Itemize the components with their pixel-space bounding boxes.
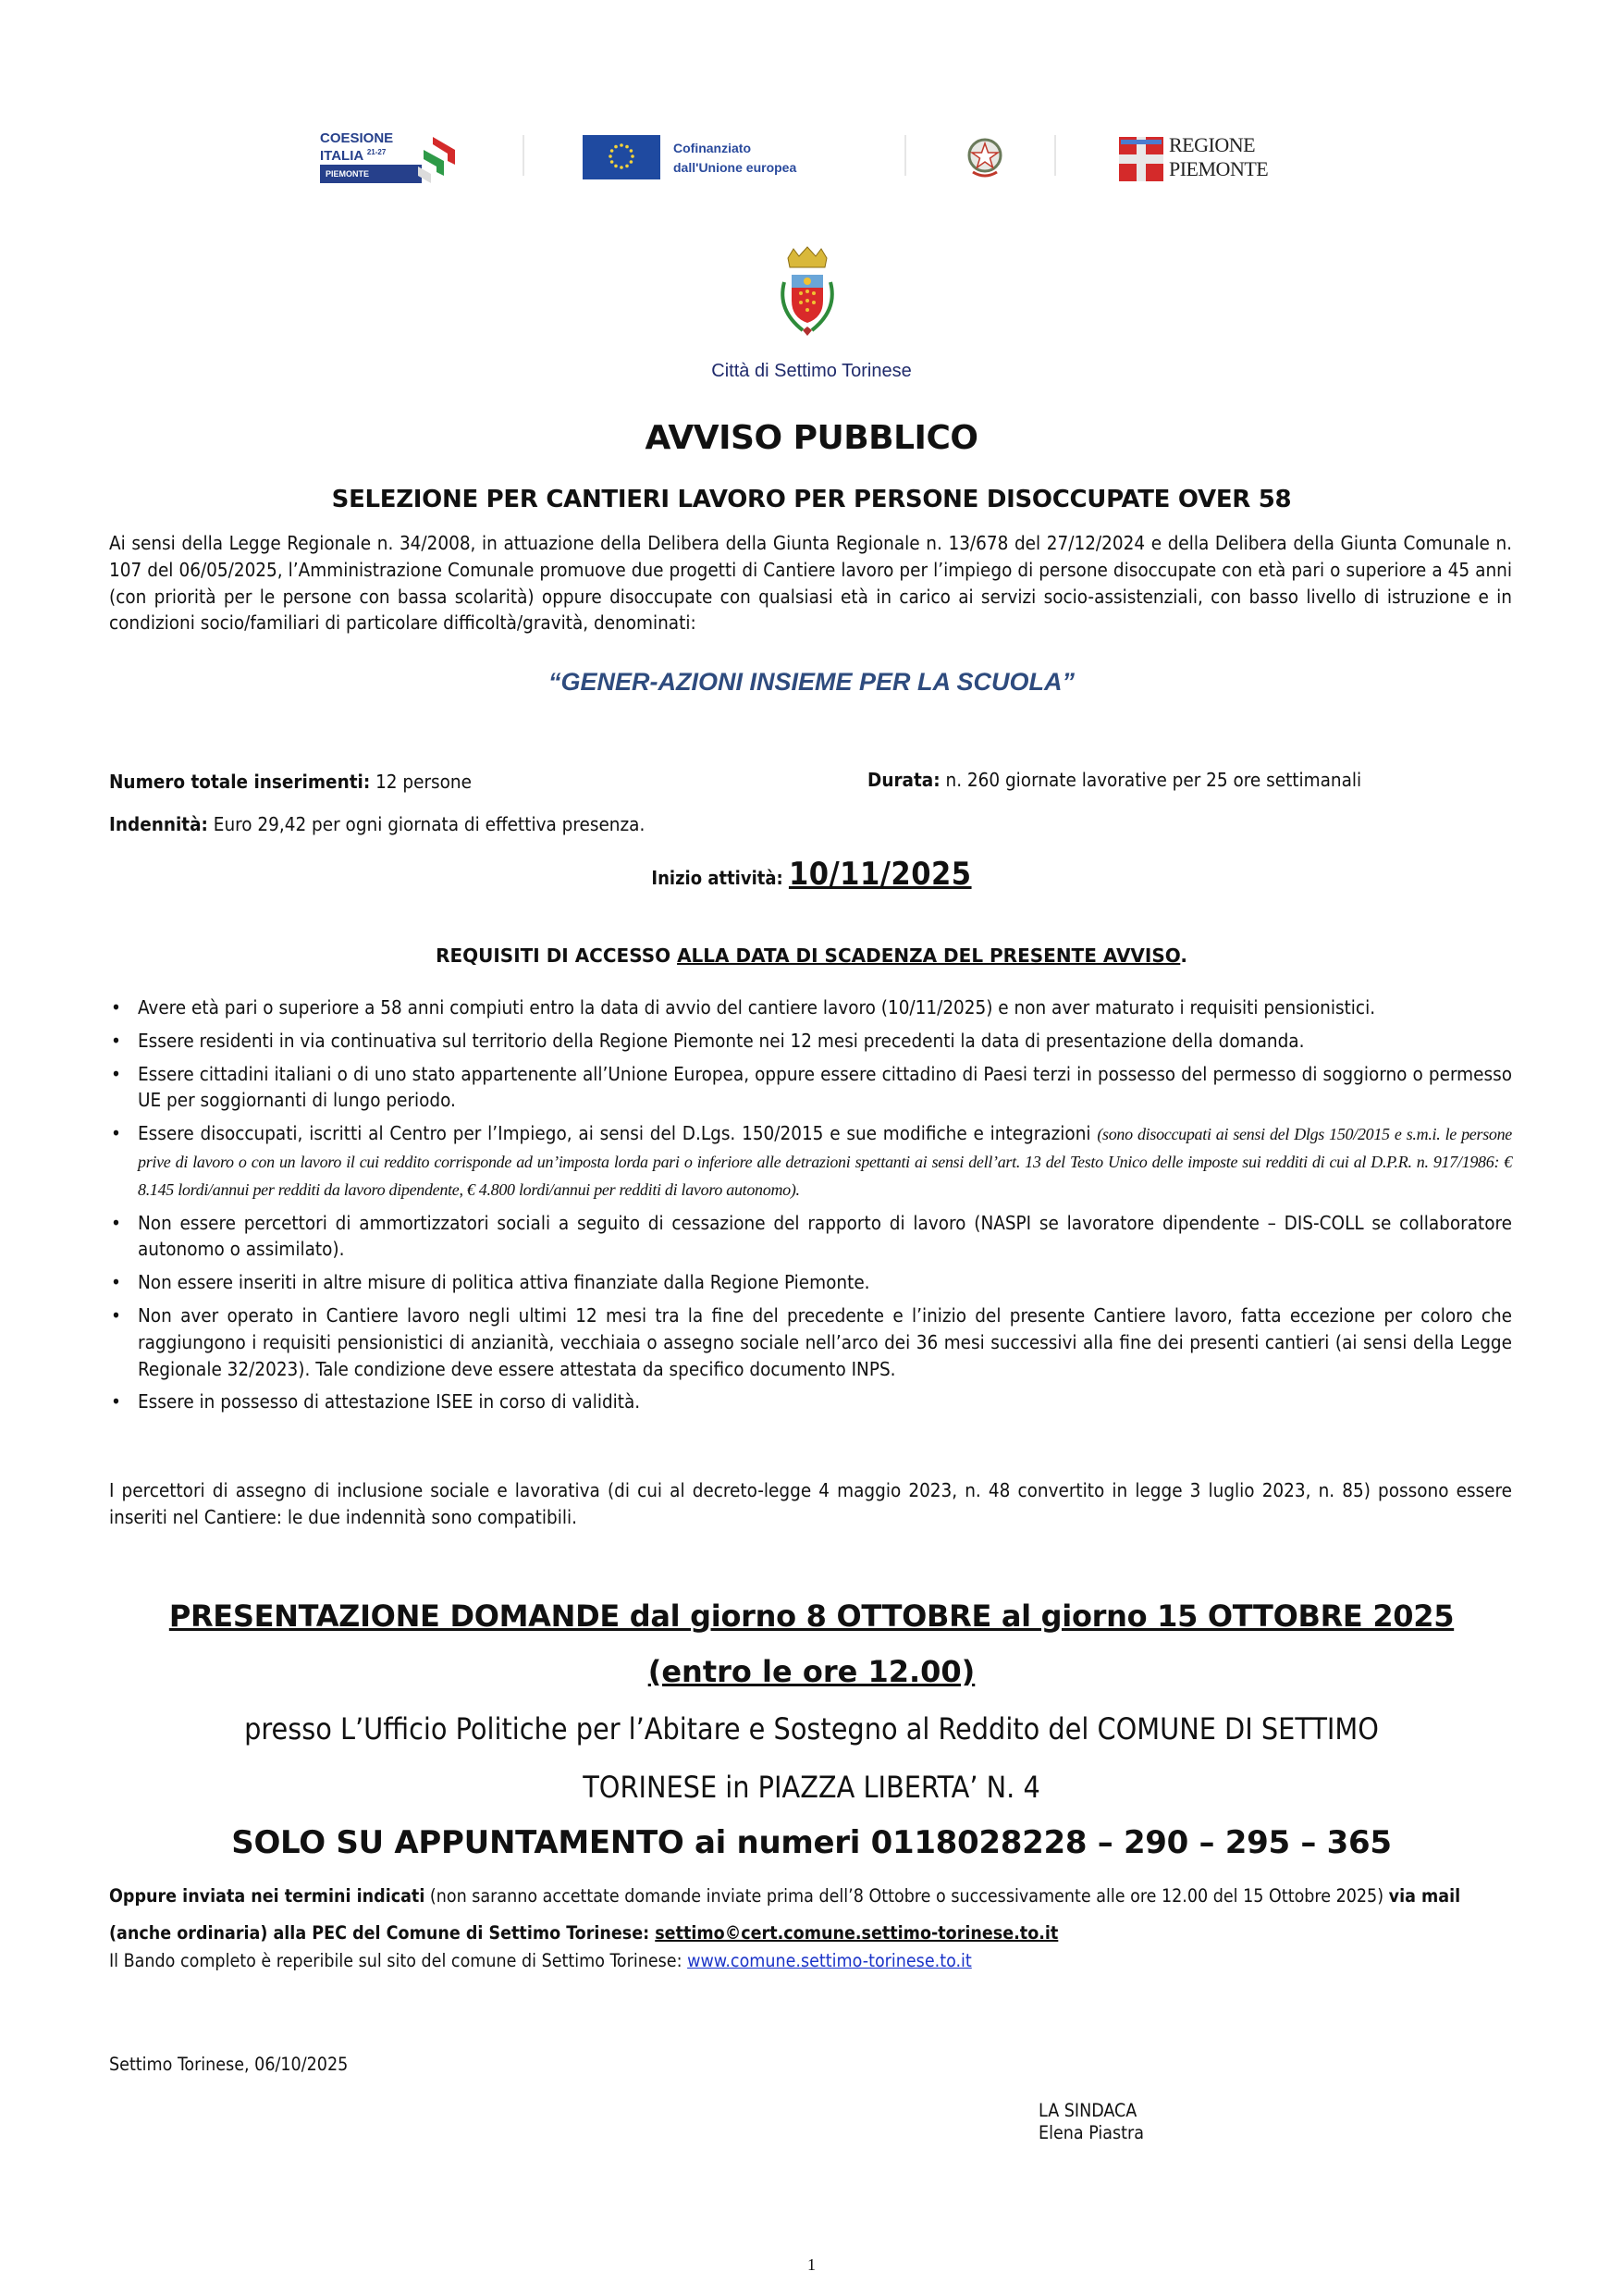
requirement-text: Essere disoccupati, iscritti al Centro per l’Impiego, ai sensi del D.Lgs. 150/2015 e sue modifiche e integrazioni [138, 1122, 1098, 1145]
requirements-heading [0, 944, 1623, 967]
eu-line1: Cofinanziato [673, 141, 751, 155]
logo-divider [523, 135, 524, 176]
logos-bar [314, 118, 1313, 192]
invio-bold-start: Oppure inviata nei termini indicati [109, 1885, 425, 1907]
requirement-text: Essere residenti in via continuativa sul territorio della Regione Piemonte nei 12 mesi precedenti la data di presentazione della domanda. [138, 1029, 1305, 1052]
regione-line2: PIEMONTE [1169, 157, 1269, 180]
bando-text: Il Bando completo è reperibile sul sito del comune di Settimo Torinese: [109, 1950, 688, 1971]
website-link[interactable]: www.comune.settimo-torinese.to.it [687, 1950, 972, 1971]
percettori-paragraph: I percettori di assegno di inclusione sociale e lavorativa (di cui al decreto-legge 4 maggio 2023, n. 48 convertito in legge 3 luglio 2023, n. 85) possono essere inseriti nel Cantiere: le due indennità sono compatibili. [109, 1479, 1512, 1528]
regione-line1: REGIONE [1169, 133, 1256, 156]
bando-line [109, 1950, 972, 1971]
requirement-item [109, 1120, 1512, 1203]
requirements-list [109, 994, 1512, 1422]
coesione-line1: COESIONE [320, 130, 394, 146]
signer-role: LA SINDACA [1039, 2100, 1137, 2121]
requirements-heading-underlined: ALLA DATA DI SCADENZA DEL PRESENTE AVVISO [677, 944, 1181, 967]
presentazione-heading: PRESENTAZIONE DOMANDE dal giorno 8 OTTOBRE al giorno 15 OTTOBRE 2025 [168, 1599, 1455, 1634]
invio-bold-mid: via mail (anche ordinaria) alla PEC del Comune di Settimo Torinese: [109, 1885, 1461, 1944]
inizio-attivita [0, 856, 1623, 893]
city-crest-icon [766, 245, 849, 347]
logo-divider [1054, 135, 1056, 176]
eu-line2: dall'Unione europea [673, 160, 797, 175]
requirement-text: Essere cittadini italiani o di uno stato appartenente all’Unione Europea, oppure essere cittadino di Paesi terzi in possesso del permesso di soggiorno o permesso UE per soggiornanti di lungo periodo. [138, 1062, 1512, 1112]
coesione-italia-logo [314, 128, 472, 187]
page-subtitle: SELEZIONE PER CANTIERI LAVORO PER PERSONE DISOCCUPATE OVER 58 [331, 486, 1292, 513]
inizio-label: Inizio attività: [651, 867, 789, 889]
coesione-line2: ITALIA [320, 148, 363, 164]
presso-line-2: TORINESE in PIAZZA LIBERTA’ N. 4 [583, 1770, 1040, 1805]
requirement-note: (sono disoccupati ai sensi del Dlgs 150/2015 e s.m.i. le persone prive di lavoro o con un lavoro il cui reddito corrisponde ad un’imposta lorda pari o inferiore alle detrazioni spettanti ai sensi dell’art. 13 del Testo Unico delle imposte sui redditi di cui al D.P.R. n. 917/1986: € 8.145 lordi/annui per redditi da lavoro dipendente, € 4.800 lordi/annui per redditi di lavoro autonomo). [138, 1125, 1512, 1199]
requirement-text: Non essere inseriti in altre misure di politica attiva finanziate dalla Regione Piemonte. [138, 1271, 870, 1294]
page-number: 1 [807, 2255, 816, 2274]
requirement-item [109, 994, 1512, 1021]
signature-block [1039, 2100, 1144, 2144]
requirements-heading-end: . [1180, 944, 1187, 967]
inserimenti-value: 12 persone [370, 771, 472, 793]
requirements-heading-plain: REQUISITI DI ACCESSO [436, 944, 678, 967]
place-date: Settimo Torinese, 06/10/2025 [109, 2054, 349, 2075]
page-title: AVVISO PUBBLICO [645, 419, 978, 457]
coesione-arrows-icon [414, 133, 466, 187]
requirement-item [109, 1028, 1512, 1055]
requirement-item [109, 1302, 1512, 1382]
requirement-item [109, 1269, 1512, 1296]
eu-cofinanziato-text [673, 139, 796, 178]
piemonte-flag-icon [1119, 137, 1163, 181]
signer-name: Elena Piastra [1039, 2122, 1144, 2143]
requirement-text: Avere età pari o superiore a 58 anni compiuti entro la data di avvio del cantiere lavoro (10/11/2025) e non aver maturato i requisiti pensionistici. [138, 996, 1376, 1018]
appuntamento-line: SOLO SU APPUNTAMENTO ai numeri 0118028228 – 290 – 295 – 365 [231, 1824, 1392, 1861]
inserimenti-label: Numero totale inserimenti: [109, 771, 371, 793]
logo-divider [904, 135, 906, 176]
pec-email-link[interactable]: settimo©cert.comune.settimo-torinese.to.it [655, 1922, 1059, 1944]
requirement-item [109, 1210, 1512, 1264]
invio-paragraph [109, 1878, 1512, 1952]
coesione-region: PIEMONTE [320, 165, 422, 183]
italian-republic-emblem-icon [962, 133, 1008, 181]
intro-paragraph: Ai sensi della Legge Regionale n. 34/2008, in attuazione della Delibera della Giunta Regionale n. 13/678 del 27/12/2024 e della Delibera della Giunta Comunale n. 107 del 06/05/2025, l’Amministrazione Comunale promuove due progetti di Cantiere lavoro per l’impiego di persone disoccupate con età pari o superiore a 45 anni (con priorità per le persone con bassa scolarità) oppure disoccupate con qualsiasi età in carico ai servizi socio-assistenziali, con basso livello di istruzione e in condizioni socio/familiari di particolare difficoltà/gravità, denominati: [109, 532, 1512, 635]
requirement-text: Non essere percettori di ammortizzatori sociali a seguito di cessazione del rapporto di lavoro (NASPI se lavoratore dipendente – DIS-COLL se collaboratore autonomo o assimilato). [138, 1211, 1512, 1261]
inizio-date: 10/11/2025 [788, 856, 972, 893]
requirement-item [109, 1389, 1512, 1415]
indennita-label: Indennità: [109, 813, 208, 835]
coesione-years: 21-27 [366, 148, 387, 156]
requirement-text: Essere in possesso di attestazione ISEE in corso di validità. [138, 1390, 641, 1413]
eu-flag-icon [583, 135, 660, 179]
invio-plain: (non saranno accettate domande inviate prima dell’8 Ottobre o successivamente alle ore 12.00 del 15 Ottobre 2025) [424, 1885, 1389, 1907]
durata-value: n. 260 giornate lavorative per 25 ore settimanali [940, 769, 1362, 791]
presentazione-deadline: (entro le ore 12.00) [647, 1654, 976, 1689]
requirement-item [109, 1061, 1512, 1115]
city-name: Città di Settimo Torinese [711, 361, 912, 381]
indennita-row [109, 811, 1512, 838]
requirement-text: Non aver operato in Cantiere lavoro negli ultimi 12 mesi tra la fine del precedente e l’inizio del presente Cantiere lavoro, fatta eccezione per coloro che raggiungono i requisiti pensionistici di anzianità, vecchiaia o assegno sociale nell’arco dei 36 mesi successivi alla fine dei presenti cantieri (ai sensi della Legge Regionale 32/2023). Tale condizione deve essere attestata da specifico documento INPS. [138, 1303, 1512, 1380]
presso-line-1: presso L’Ufficio Politiche per l’Abitare e Sostegno al Reddito del COMUNE DI SETTIMO [244, 1711, 1379, 1747]
durata-row [867, 769, 1361, 791]
durata-label: Durata: [867, 769, 941, 791]
project-name: “GENER-AZIONI INSIEME PER LA SCUOLA” [547, 668, 1076, 696]
indennita-value: Euro 29,42 per ogni giornata di effettiva presenza. [207, 813, 646, 835]
